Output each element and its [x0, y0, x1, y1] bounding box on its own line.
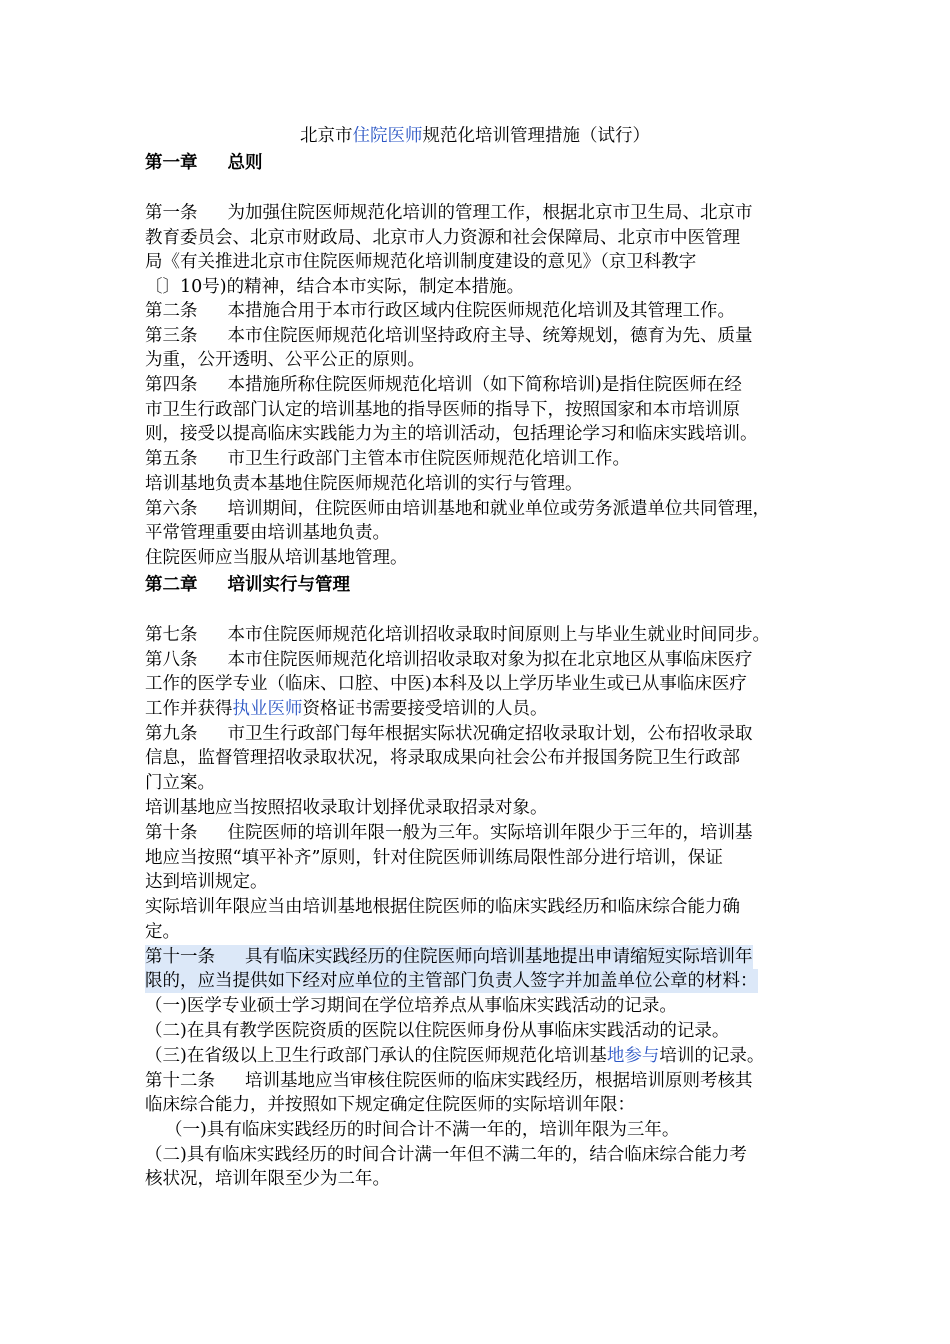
- title-text: 北京市: [300, 126, 353, 146]
- article-12-item-3: 核状况，培训年限至少为二年。: [145, 1169, 390, 1189]
- article-4-line-3: 则，接受以提高临床实践能力为主的培训活动，包括理论学习和临床实践培训。: [145, 424, 758, 444]
- article-number: 第十条: [145, 823, 198, 843]
- article-6-line-2: 平常管理重要由培训基地负责。: [145, 523, 390, 543]
- article-text: 住院医师的培训年限一般为三年。实际培训年限少于三年的，培训基: [227, 823, 753, 843]
- article-8-line-3: [145, 697, 548, 721]
- article-5-line-2: 培训基地负责本基地住院医师规范化培训的实行与管理。: [145, 474, 583, 494]
- article-10-line-2: 地应当按照“填平补齐”原则，针对住院医师训练局限性部分进行培训，保证: [145, 848, 723, 868]
- article-text-rest: 培训的记录。: [659, 1046, 765, 1066]
- article-1-line-2: 教育委员会、北京市财政局、北京市人力资源和社会保障局、北京市中医管理: [145, 228, 740, 248]
- article-1-line-3: 局《有关推进北京市住院医师规范化培训制度建设的意见》（京卫科教字: [145, 252, 697, 272]
- article-text: 为加强住院医师规范化培训的管理工作，根据北京市卫生局、北京市: [227, 203, 753, 223]
- article-11-line-1: [145, 945, 753, 969]
- article-8-line-2: 工作的医学专业（临床、口腔、中医)本科及以上学历毕业生或已从事临床医疗: [145, 674, 747, 694]
- article-number: 第三条: [145, 326, 198, 346]
- article-text: 具有临床实践经历的住院医师向培训基地提出申请缩短实际培训年: [245, 947, 753, 967]
- article-text-rest: 资格证书需要接受培训的人员。: [302, 699, 548, 719]
- article-text: 培训基地应当审核住院医师的临床实践经历，根据培训原则考核其: [245, 1071, 753, 1091]
- licensed-physician-link[interactable]: 执业医师: [232, 699, 303, 719]
- article-text: （三)在省级以上卫生行政部门承认的住院医师规范化培训基: [145, 1046, 607, 1066]
- article-10-line-5: 定。: [145, 922, 180, 942]
- article-text: 本措施所称住院医师规范化培训（如下简称培训)是指住院医师在经: [227, 375, 742, 395]
- article-number: 第五条: [145, 449, 198, 469]
- article-7-line-1: [145, 623, 770, 647]
- article-text: 本市住院医师规范化培训招收录取时间原则上与毕业生就业时间同步。: [227, 625, 770, 645]
- chapter-number: 第二章: [145, 575, 198, 595]
- article-10-line-4: 实际培训年限应当由培训基地根据住院医师的临床实践经历和临床综合能力确: [145, 897, 740, 917]
- article-3-line-1: [145, 324, 753, 348]
- article-number: 第十二条: [145, 1071, 215, 1091]
- article-9-line-3: 门立案。: [145, 773, 215, 793]
- chapter-name: 培训实行与管理: [227, 575, 350, 595]
- article-9-line-1: [145, 722, 753, 746]
- article-12-line-1: [145, 1069, 753, 1093]
- chapter-2-heading: [145, 573, 350, 597]
- article-4-line-1: [145, 373, 742, 397]
- document-title: [0, 124, 950, 148]
- participate-link[interactable]: 地参与: [606, 1046, 660, 1066]
- article-11-item-3: [145, 1044, 764, 1068]
- article-6-line-1: [145, 497, 770, 521]
- article-number: 第六条: [145, 499, 198, 519]
- article-5-line-1: [145, 447, 630, 471]
- article-number: 第九条: [145, 724, 198, 744]
- article-11-item-1: （一)医学专业硕士学习期间在学位培养点从事临床实践活动的记录。: [145, 996, 677, 1016]
- article-6-line-3: 住院医师应当服从培训基地管理。: [145, 548, 408, 568]
- article-text: 本措施合用于本市行政区域内住院医师规范化培训及其管理工作。: [227, 301, 735, 321]
- article-1-line-1: [145, 201, 753, 225]
- article-text: 培训期间，住院医师由培训基地和就业单位或劳务派遣单位共同管理，: [227, 499, 770, 519]
- article-number: 第七条: [145, 625, 198, 645]
- article-10-line-3: 达到培训规定。: [145, 872, 268, 892]
- article-2-line-1: [145, 299, 735, 323]
- article-number: 第二条: [145, 301, 198, 321]
- article-4-line-2: 市卫生行政部门认定的培训基地的指导医师的指导下，按照国家和本市培训原: [145, 400, 740, 420]
- article-text: 市卫生行政部门主管本市住院医师规范化培训工作。: [227, 449, 630, 469]
- article-12-item-2: （二)具有临床实践经历的时间合计满一年但不满二年的，结合临床综合能力考: [145, 1145, 747, 1165]
- article-11-line-2: 限的，应当提供如下经对应单位的主管部门负责人签字并加盖单位公章的材料：: [145, 971, 758, 991]
- title-link[interactable]: 住院医师: [352, 126, 423, 146]
- article-9-line-4: 培训基地应当按照招收录取计划择优录取招录对象。: [145, 798, 548, 818]
- article-text: 本市住院医师规范化培训招收录取对象为拟在北京地区从事临床医疗: [227, 650, 753, 670]
- article-3-line-2: 为重，公开透明、公平公正的原则。: [145, 350, 425, 370]
- article-text: 市卫生行政部门每年根据实际状况确定招收录取计划，公布招收录取: [227, 724, 753, 744]
- article-number: 第一条: [145, 203, 198, 223]
- article-1-line-4: 〔〕10号)的精神，结合本市实际，制定本措施。: [145, 277, 525, 297]
- article-12-line-2: 临床综合能力，并按照如下规定确定住院医师的实际培训年限：: [145, 1095, 635, 1115]
- title-text-rest: 规范化培训管理措施（试行）: [422, 126, 650, 146]
- article-number: 第十一条: [145, 947, 215, 967]
- article-9-line-2: 信息，监督管理招收录取状况，将录取成果向社会公布并报国务院卫生行政部: [145, 748, 740, 768]
- article-number: 第八条: [145, 650, 198, 670]
- article-8-line-1: [145, 648, 753, 672]
- article-number: 第四条: [145, 375, 198, 395]
- chapter-name: 总则: [227, 153, 263, 173]
- article-11-item-2: （二)在具有教学医院资质的医院以住院医师身份从事临床实践活动的记录。: [145, 1021, 730, 1041]
- article-text: 本市住院医师规范化培训坚持政府主导、统筹规划，德育为先、质量: [227, 326, 753, 346]
- article-text: 工作并获得: [145, 699, 233, 719]
- chapter-1-heading: [145, 151, 263, 175]
- article-10-line-1: [145, 821, 753, 845]
- article-12-item-1: （一)具有临床实践经历的时间合计不满一年的，培训年限为三年。: [165, 1120, 680, 1140]
- chapter-number: 第一章: [145, 153, 198, 173]
